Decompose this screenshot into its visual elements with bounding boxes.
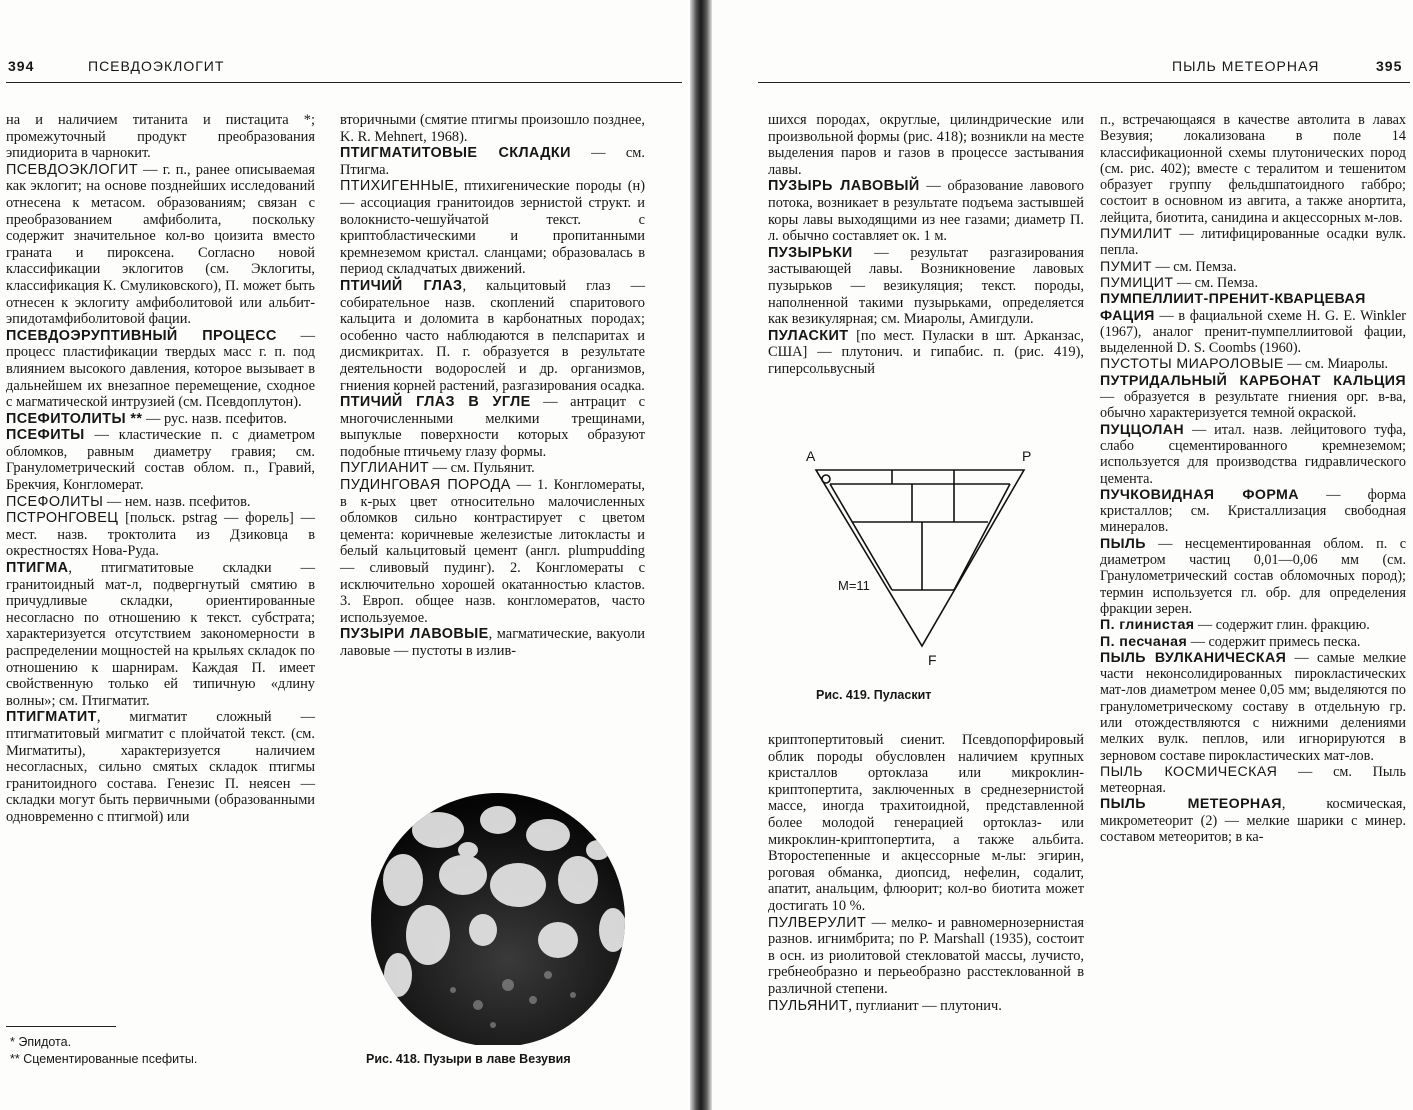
- dictionary-entry: [1100, 275, 1406, 291]
- entry-headword: ПУЗЫРИ ЛАВОВЫЕ: [340, 626, 489, 643]
- entry-headword: ПТИГМА: [6, 560, 69, 577]
- entry-text: — в фациальной схеме H. G. E. Winkler (1967), аналог пренит-пумпеллиитовой фации, выделенной D. S. Coombs (1960).: [1100, 307, 1406, 357]
- dictionary-entry: [768, 245, 1084, 328]
- entry-text: криптопертитовый сиенит. Псевдопорфировый облик породы обусловлен наличием крупных кристаллов ортоклаза или микроклин-криптопертита, заключенных в среднезернистой массе, иногда трахитоидной, представленной более молодой генерацией ортоклаз- или микроклин-криптопертита, а также альбита. Второстепенные и акцессорные м-лы: эгирин, роговая обманка, диопсид, нефелин, содалит, апатит, анальцим, флюорит; кол-во биотита может достигать 10 %.: [768, 732, 1084, 914]
- entry-text: — форма кристаллов; см. Кристаллизация свободная минералов.: [1100, 486, 1407, 536]
- entry-text: — содержит глин. фракцию.: [1194, 617, 1370, 634]
- header-rule: [758, 82, 1410, 83]
- dictionary-entry: [1100, 112, 1406, 226]
- entry-text: [по мест. Пулаcки в шт. Арканзас, США] — плутонич. и гипабис. п. (рис. 419), гиперсольвусный: [768, 327, 1084, 377]
- page-number: 395: [1376, 58, 1403, 74]
- entry-headword: ПУЧКОВИДНАЯ ФОРМА: [1100, 486, 1299, 503]
- dictionary-entry: [1100, 356, 1406, 372]
- entry-headword: ПУМИЛИТ: [1100, 226, 1173, 243]
- entry-headword: ПСЕВДОЭКЛОГИТ: [6, 161, 139, 178]
- entry-headword: ПУЛАСКИТ: [768, 327, 849, 344]
- entry-headword: ПУМИЦИТ: [1100, 274, 1174, 291]
- entry-headword: ПУГЛИАНИТ: [340, 460, 429, 477]
- entry-text: , космическая, микрометеорит (2) — мелкие шарики с минер. составом метеоритов; в ка-: [1100, 796, 1406, 846]
- entry-headword: ПТИХИГЕННЫЕ: [340, 178, 455, 195]
- dictionary-entry: [6, 510, 315, 560]
- entry-text: — несцементированная облом. п. с диаметром частиц 0,01—0,06 мм (см. Гранулометрический состав обломочных пород); термин используется гл. обр. для определения фракции зерен.: [1100, 535, 1406, 617]
- dictionary-entry: [1100, 291, 1406, 356]
- entry-headword: П. песчаная: [1100, 633, 1188, 650]
- pulaskite-diagram: [804, 448, 1044, 675]
- dictionary-entry: [340, 460, 645, 477]
- entry-text: — рус. назв. псефитов.: [142, 410, 288, 427]
- entry-text: шихся породах, округлые, цилиндрические или произвольной формы (рис. 418); возникли на месте выделения паров и газов в процессе застывания лавы.: [768, 112, 1084, 178]
- entry-text: , мигматит сложный — птигматитовый мигматит с плойчатой текст. (см. Мигматиты), характеризуется наличием несогласных, сильно смятых складок птигмы гранитоидного состава. Генезис П. неясен — складки могут быть первичными (образованными одновременно с птигмой) или: [6, 709, 315, 825]
- right-column-1-top: [768, 112, 1084, 378]
- entry-headword: ПТИЧИЙ ГЛАЗ В УГЛЕ: [340, 394, 531, 411]
- entry-text: — см. Птигма.: [340, 145, 645, 178]
- dictionary-entry: [340, 626, 645, 659]
- entry-text: — см. Пемза.: [1173, 274, 1259, 291]
- dictionary-entry: [6, 112, 315, 162]
- dictionary-entry: [6, 162, 315, 328]
- entry-text: — см. Пыль метеорная.: [1100, 763, 1406, 797]
- entry-text: [польск. pstrag — форель] — мест. назв. троктолита из Дзиковца в окрестностях Нова-Руда.: [6, 510, 315, 560]
- entry-headword: ПУЛВЕРУЛИТ: [768, 914, 867, 931]
- dictionary-entry: [340, 145, 645, 178]
- entry-text: — см. Миаролы.: [1283, 356, 1389, 373]
- entry-text: — см. Пемза.: [1151, 258, 1237, 275]
- running-head: ПСЕВДОЭКЛОГИТ: [88, 58, 225, 74]
- dictionary-entry: [6, 560, 315, 709]
- entry-headword: ПЫЛЬ ВУЛКАНИЧЕСКАЯ: [1100, 649, 1287, 666]
- page-number: 394: [8, 58, 35, 74]
- right-page: [712, 0, 1413, 1110]
- right-column-1-bottom: [768, 732, 1084, 1014]
- entry-headword: ПУДИНГОВАЯ ПОРОДА: [340, 477, 511, 494]
- dictionary-entry: [1100, 422, 1406, 487]
- dictionary-entry: [768, 178, 1084, 244]
- dictionary-entry: [768, 732, 1084, 915]
- entry-text: — образование лавового потока, возникает в результате подъема застывшей коры лавы выходящими из нее газами; диаметр П. л. обычно составляет ок. 1 м.: [768, 178, 1084, 245]
- entry-headword: ПУЗЫРЬКИ: [768, 244, 853, 261]
- dictionary-entry: [1100, 796, 1406, 845]
- dictionary-entry: [1100, 536, 1406, 617]
- entry-headword: ПУТРИДАЛЬНЫЙ КАРБОНАТ КАЛЬЦИЯ: [1100, 372, 1406, 389]
- dictionary-entry: [6, 709, 315, 825]
- entry-text: — самые мелкие части неконсолидированных пирокластических мат-лов диаметром менее 0,05 мм; выделяются по гранулометрическому составу в отдельную гр. или отождествляются с нижними делениями мелких вулк. пеплов, или игнорируются в зерновом составе пирокластических мат-лов.: [1100, 649, 1406, 764]
- entry-text: — антрацит с многочисленными мелкими трещинами, выпуклые поверхности которых образуют подобные птичьему глазу формы.: [340, 394, 645, 460]
- entry-headword: ПУЛЬЯНИТ: [768, 997, 849, 1014]
- figure-419-caption: Рис. 419. Пуласкит: [816, 688, 932, 702]
- entry-headword: ПЫЛЬ МЕТЕОРНАЯ: [1100, 796, 1282, 813]
- dictionary-entry: [340, 112, 645, 145]
- entry-headword: ПСТРОНГОВЕЦ: [6, 510, 119, 527]
- entry-headword: ПУЦЦОЛАН: [1100, 421, 1185, 438]
- entry-headword: ПТИГМАТИТ: [6, 709, 97, 726]
- dictionary-entry: [1100, 373, 1406, 422]
- dictionary-entry: [340, 477, 645, 626]
- vertex-a-label: A: [806, 448, 816, 464]
- dictionary-entry: [6, 411, 315, 428]
- vertex-p-label: P: [1022, 448, 1032, 464]
- dictionary-entry: [1100, 487, 1406, 536]
- left-column-2: [340, 112, 645, 660]
- entry-headword: ПУМПЕЛЛИИТ-ПРЕНИТ-КВАРЦЕВАЯ ФАЦИЯ: [1100, 291, 1366, 324]
- entry-text: на и наличием титанита и пистацита *; промежуточный продукт преобразования эпидиорита в чарнокит.: [6, 112, 315, 162]
- dictionary-entry: [1100, 634, 1406, 650]
- entry-headword: ПТИЧИЙ ГЛАЗ: [340, 277, 463, 294]
- footnote-1: * Эпидота.: [10, 1035, 72, 1049]
- entry-headword: ПУСТОТЫ МИАРОЛОВЫЕ: [1100, 356, 1284, 373]
- entry-text: — итал. назв. лейцитового туфа, слабо сцементированного кремнеземом; используется для производства гидравлического цемента.: [1100, 421, 1406, 487]
- dictionary-entry: [1100, 764, 1406, 797]
- entry-headword: ПЫЛЬ: [1100, 535, 1146, 552]
- entry-headword: ПСЕВДОЭРУПТИВНЫЙ ПРОЦЕСС: [6, 327, 277, 344]
- dictionary-entry: [340, 178, 645, 278]
- dictionary-entry: [340, 278, 645, 394]
- dictionary-entry: [768, 998, 1084, 1015]
- entry-text: — процесс пластификации твердых масс г. п. под влиянием высокого давления, которое вызывает в дальнейшем их внезапное перемещение, сходное с магматической интрузией (см. Псевдоплутон).: [6, 327, 315, 411]
- entry-text: — кластические п. с диаметром обломков, равным диаметру гравия; см. Гранулометрический состав облом. п., Гравий, Брекчия, Конгломерат.: [6, 427, 315, 494]
- entry-text: , магматические, вакуоли лавовые — пустоты в излив-: [340, 626, 645, 659]
- entry-text: — результат разгазирования застывающей лавы. Возникновение лавовых пузырьков — везикуляция; текст. породы, наполненной такими пузырьками, определяется как везикулярная; см. Миаролы, Амигдули.: [768, 244, 1084, 328]
- dictionary-entry: [1100, 650, 1406, 764]
- dictionary-entry: [6, 328, 315, 411]
- entry-headword: ПУЗЫРЬ ЛАВОВЫЙ: [768, 178, 920, 195]
- left-column-1: [6, 112, 315, 826]
- dictionary-entry: [768, 328, 1084, 378]
- dictionary-entry: [1100, 226, 1406, 259]
- left-page: [0, 0, 690, 1110]
- header-rule: [6, 82, 682, 83]
- entry-text: вторичными (смятие птигмы произошло позднее, K. R. Mehnert, 1968).: [340, 112, 645, 145]
- entry-text: — содержит примесь песка.: [1187, 633, 1361, 650]
- entry-text: — 1. Конгломераты, в к-рых цвет относительно малочисленных обломков сильно контрастирует с цветом цемента: коричневые железистые литокласты и белый кальцитовый цемент (англ. plumpudding — сливовый пудинг). 2. Конгломераты с исключительно хорошей окатанностью кластов. 3. Европ. общее назв. конгломератов, часто используемое.: [340, 477, 645, 626]
- entry-headword: П. глинистая: [1100, 617, 1195, 634]
- footnote-2: ** Сцементированные псефиты.: [10, 1052, 198, 1066]
- book-gutter: [690, 0, 712, 1110]
- entry-text: , пуглианит — плутонич.: [848, 997, 1002, 1014]
- entry-text: — г. п., ранее описываемая как эклогит; на основе позднейших исследований отнесена к метасом. образованиям; связан с преобразованием амфиболита, поскольку содержит значительное кол-во цоизита вместо граната и пироксена. Согласно новой классификации эклогитов (см. Эклогиты, классификация К. Смуликовского), П. может быть отнесен к эклогиту амфиболитовой или альбит-эпидотамфиболитовой фации.: [6, 161, 315, 328]
- running-head: ПЫЛЬ МЕТЕОРНАЯ: [1172, 58, 1320, 74]
- dictionary-entry: [768, 112, 1084, 178]
- entry-headword: ПСЕФОЛИТЫ: [6, 493, 104, 510]
- entry-text: п., встречающаяся в качестве автолита в лавах Везувия; локализована в поле 14 классификационной схемы плутонических пород (см. рис. 402); вместе с тералитом и тешенитом образует группу фельдшпатоидного габбро; состоит в основном из авгита, а также анортита, лейцита, биотита, санидина и акцессорных м-лов.: [1100, 112, 1406, 226]
- lava-bubbles-photo: [358, 790, 658, 1050]
- entry-text: — см. Пульянит.: [428, 460, 535, 477]
- vertex-f-label: F: [928, 652, 937, 668]
- entry-text: , кальцитовый глаз — собирательное назв. скоплений спаритового кальцита и доломита в карбонатных породах; особенно часто наблюдаются в пелспаритах и дисмикритах. П. г. образуется в результате деятельности водорослей и др. организмов, гниения корней растений, разгазирования осадка.: [340, 277, 645, 394]
- entry-headword: ПУМИТ: [1100, 258, 1152, 275]
- entry-text: , птихигенические породы (н) — ассоциация гранитоидов зернистой структ. и волокнисто-чешуйчатой текст. с криптобластическими и пропитанными кремнеземом кристал. сланцами; образовалась в период складчатых движений.: [340, 178, 645, 278]
- dictionary-entry: [1100, 617, 1406, 633]
- entry-text: — литифицированные осадки вулк. пепла.: [1100, 226, 1406, 259]
- footnote-rule: [6, 1026, 116, 1027]
- dictionary-entry: [1100, 259, 1406, 275]
- entry-text: — нем. назв. псефитов.: [103, 493, 251, 510]
- entry-text: , птигматитовые складки — гранитоидный мат-л, подвергнутый смятию в причудливые складки, ориентированные несогласно по отношению к текст. субстрата; характеризуется отсутствием закономерности в распределении мощностей на крыльях складок по отношению к шарнирам. Каждая П. имеет свойственную только ей типичную «длину волны»; см. Птигматит.: [6, 560, 315, 709]
- dictionary-entry: [768, 915, 1084, 998]
- dictionary-entry: [6, 494, 315, 511]
- entry-headword: ПЫЛЬ КОСМИЧЕСКАЯ: [1100, 763, 1278, 780]
- entry-headword: ПСЕФИТОЛИТЫ **: [6, 410, 143, 427]
- dictionary-entry: [340, 394, 645, 460]
- entry-headword: ПТИГМАТИТОВЫЕ СКЛАДКИ: [340, 145, 571, 162]
- field-m-label: M=11: [838, 578, 870, 593]
- dictionary-entry: [6, 427, 315, 493]
- entry-text: — образуется в результате гниения орг. в-ва, обычно характеризуется темной окраской.: [1100, 389, 1406, 422]
- entry-headword: ПСЕФИТЫ: [6, 427, 85, 444]
- entry-text: — мелко- и равномернозернистая разнов. игнимбрита; по P. Marshall (1935), состоит в осн. из риолитовой стекловатой массы, лучисто, гребнеобразно и перьеобразно расстеклованной в различной степени.: [768, 914, 1084, 997]
- right-column-2: [1100, 112, 1406, 845]
- figure-418-caption: Рис. 418. Пузыри в лаве Везувия: [366, 1052, 571, 1066]
